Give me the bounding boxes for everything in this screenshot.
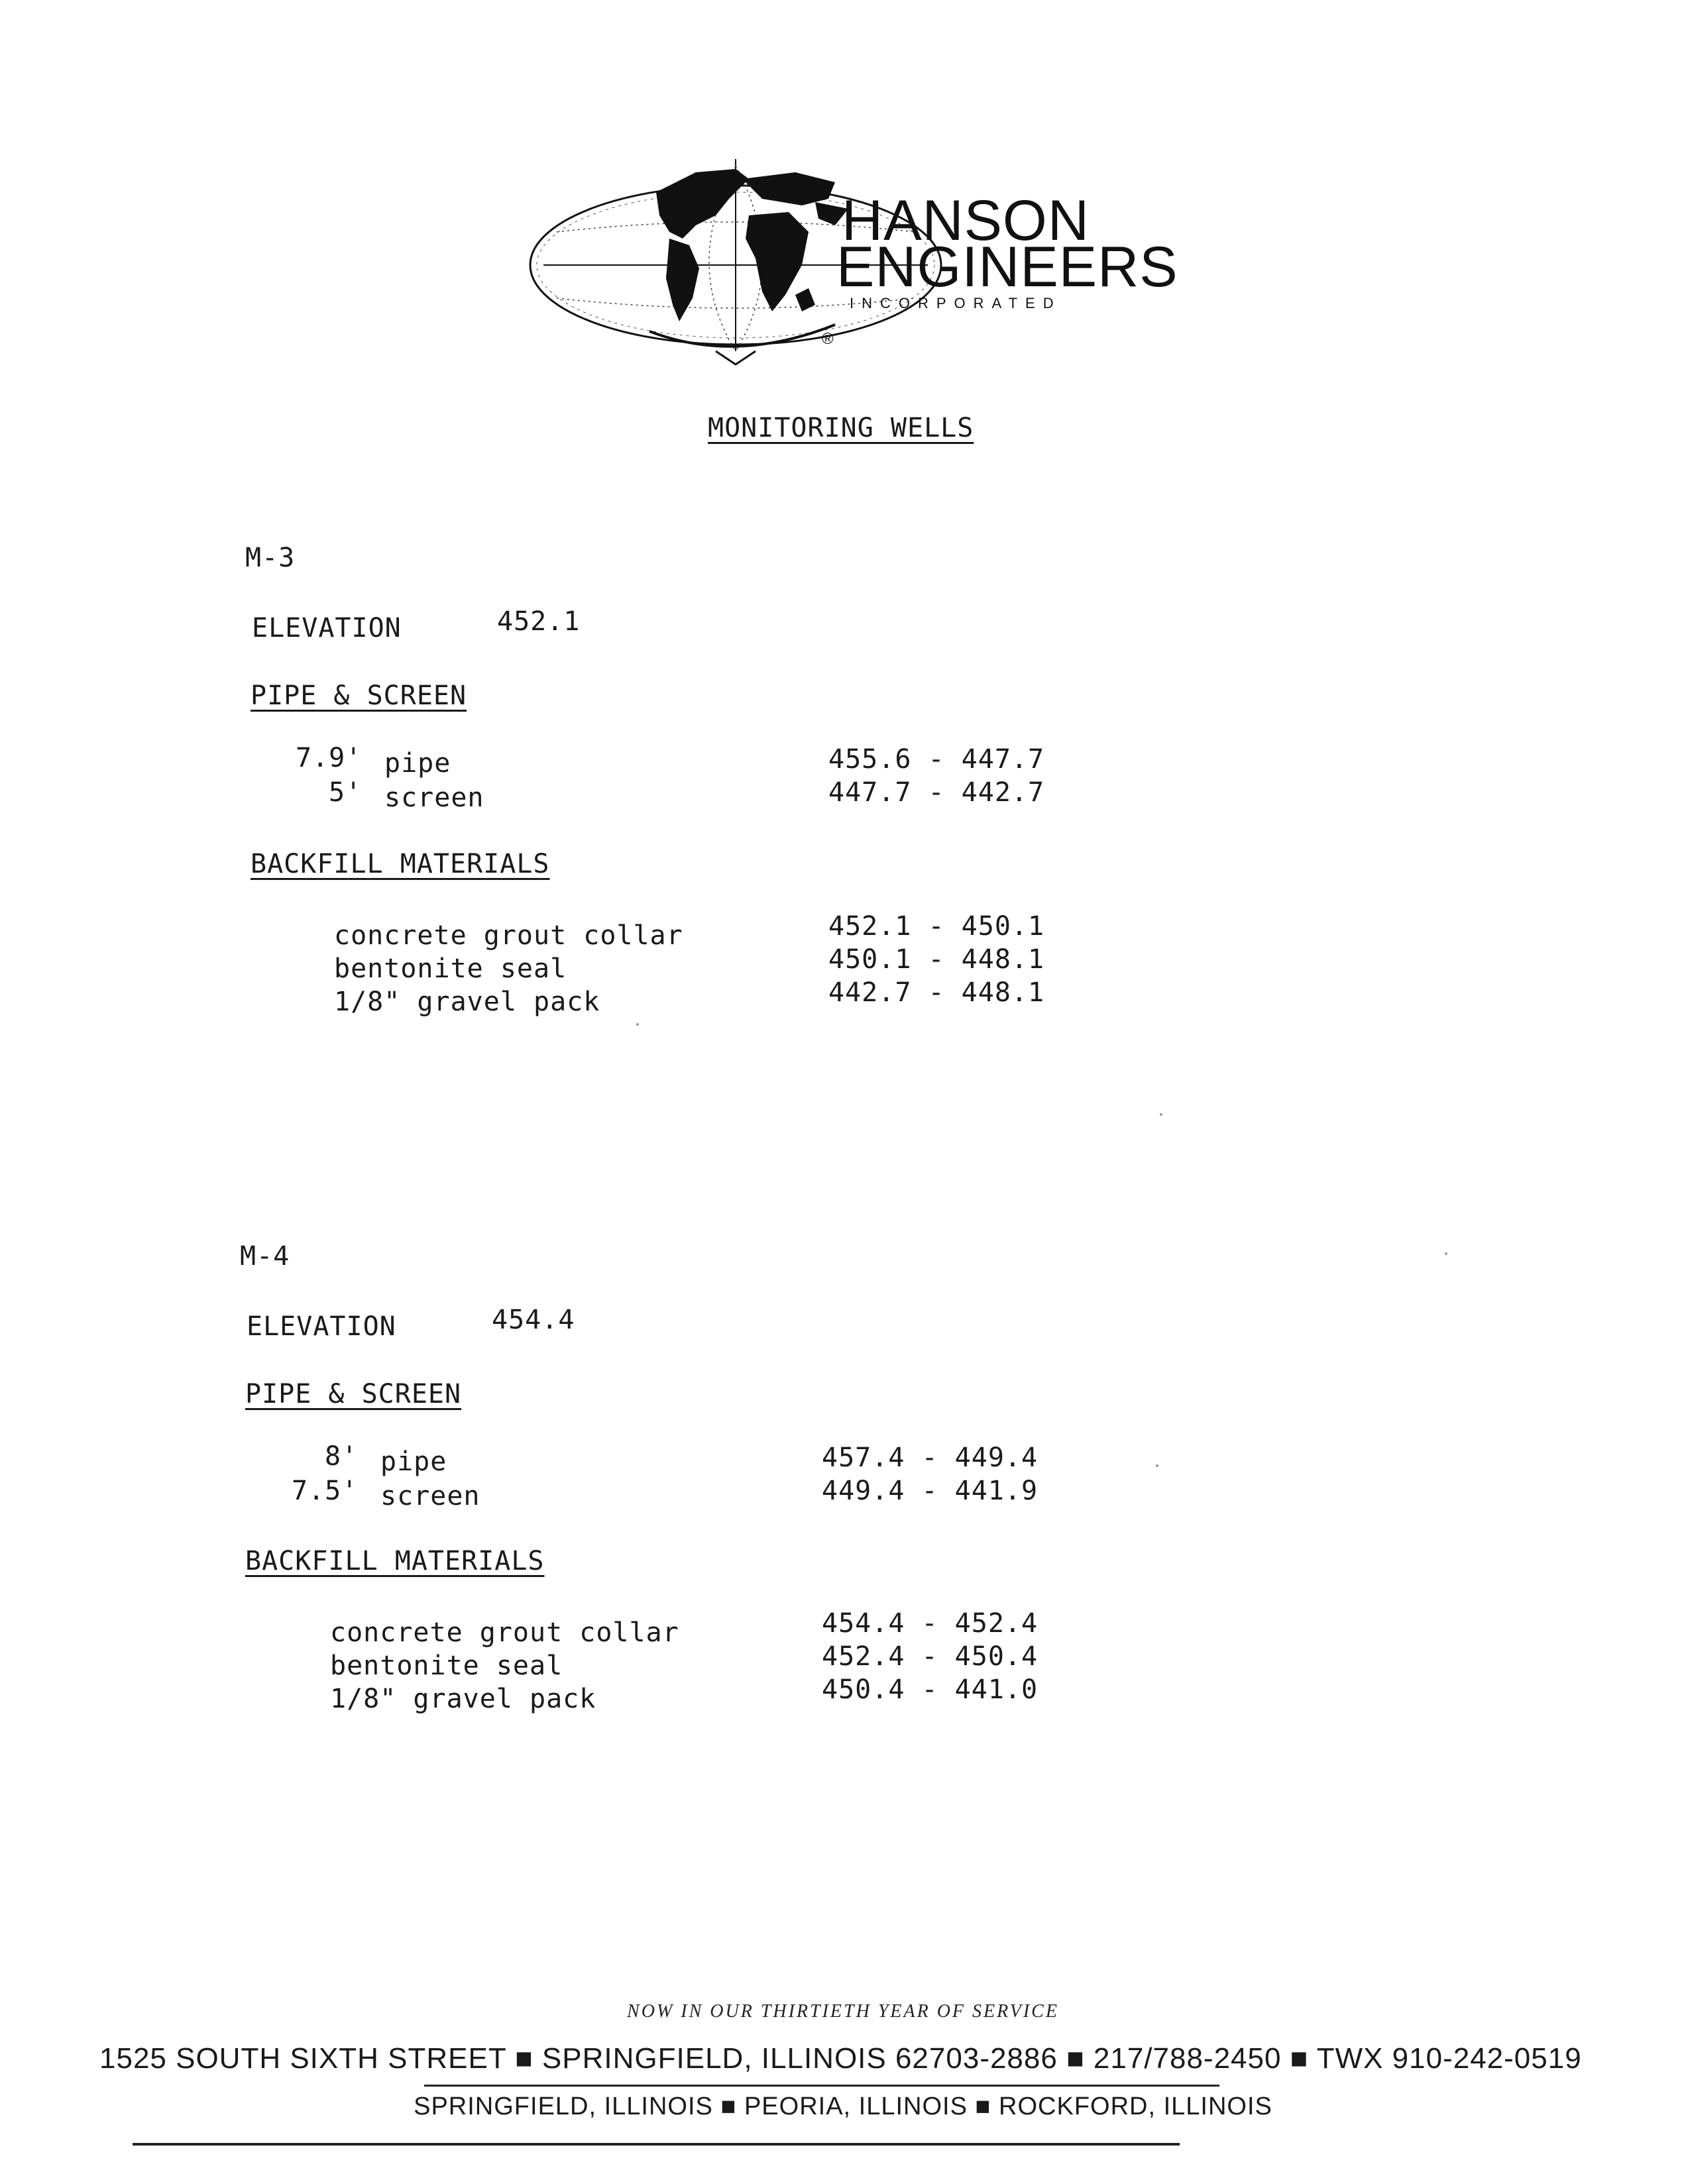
scan-speck [1160, 1113, 1162, 1116]
page-title: MONITORING WELLS [708, 413, 974, 443]
backfill-range: 450.1 - 448.1 [828, 944, 1045, 975]
screen-item: screen [380, 1481, 480, 1511]
well-id: M-3 [245, 543, 296, 573]
backfill-range: 452.4 - 450.4 [822, 1641, 1039, 1672]
backfill-range: 450.4 - 441.0 [822, 1674, 1039, 1705]
pipe-item: pipe [384, 748, 451, 779]
company-name-line1: HANSON [842, 189, 1090, 252]
pipe-screen-heading: PIPE & SCREEN [251, 681, 467, 711]
backfill-heading: BACKFILL MATERIALS [245, 1546, 545, 1576]
footer-tagline: NOW IN OUR THIRTIETH YEAR OF SERVICE [627, 2001, 1059, 2022]
pipe-range: 455.6 - 447.7 [828, 744, 1045, 775]
scan-speck [1156, 1464, 1158, 1467]
elevation-value: 452.1 [497, 606, 581, 637]
registered-mark: ® [822, 330, 834, 348]
screen-range: 447.7 - 442.7 [828, 777, 1045, 808]
screen-length: 5' [329, 777, 363, 808]
backfill-material: concrete grout collar [334, 920, 683, 951]
backfill-material: bentonite seal [334, 954, 567, 984]
screen-length: 7.5' [292, 1476, 359, 1506]
pipe-item: pipe [380, 1447, 447, 1477]
elevation-label: ELEVATION [247, 1311, 396, 1342]
footer-divider [424, 2085, 1219, 2087]
backfill-material: bentonite seal [330, 1651, 563, 1681]
footer-address: 1525 SOUTH SIXTH STREET ■ SPRINGFIELD, ILLINOIS 62703-2886 ■ 217/788-2450 ■ TWX 910-242-0519 [99, 2042, 1582, 2075]
backfill-range: 454.4 - 452.4 [822, 1608, 1039, 1639]
screen-item: screen [384, 783, 484, 813]
backfill-range: 442.7 - 448.1 [828, 977, 1045, 1008]
elevation-label: ELEVATION [252, 613, 402, 643]
well-id: M-4 [240, 1241, 290, 1272]
footer-divider [133, 2143, 1180, 2146]
backfill-material: 1/8" gravel pack [334, 987, 600, 1017]
pipe-length: 8' [325, 1441, 359, 1472]
backfill-heading: BACKFILL MATERIALS [251, 849, 550, 879]
scan-speck [1445, 1252, 1447, 1255]
backfill-material: concrete grout collar [330, 1617, 679, 1648]
pipe-range: 457.4 - 449.4 [822, 1443, 1039, 1473]
backfill-material: 1/8" gravel pack [330, 1684, 596, 1714]
pipe-length: 7.9' [296, 743, 363, 773]
screen-range: 449.4 - 441.9 [822, 1476, 1039, 1506]
scan-speck [636, 1023, 639, 1026]
company-subtitle: INCORPORATED [850, 295, 1062, 311]
company-name-line2: ENGINEERS [836, 235, 1178, 299]
backfill-range: 452.1 - 450.1 [828, 911, 1045, 942]
elevation-value: 454.4 [492, 1305, 575, 1335]
pipe-screen-heading: PIPE & SCREEN [245, 1379, 462, 1409]
footer-offices: SPRINGFIELD, ILLINOIS ■ PEORIA, ILLINOIS ■ ROCKFORD, ILLINOIS [414, 2093, 1272, 2120]
